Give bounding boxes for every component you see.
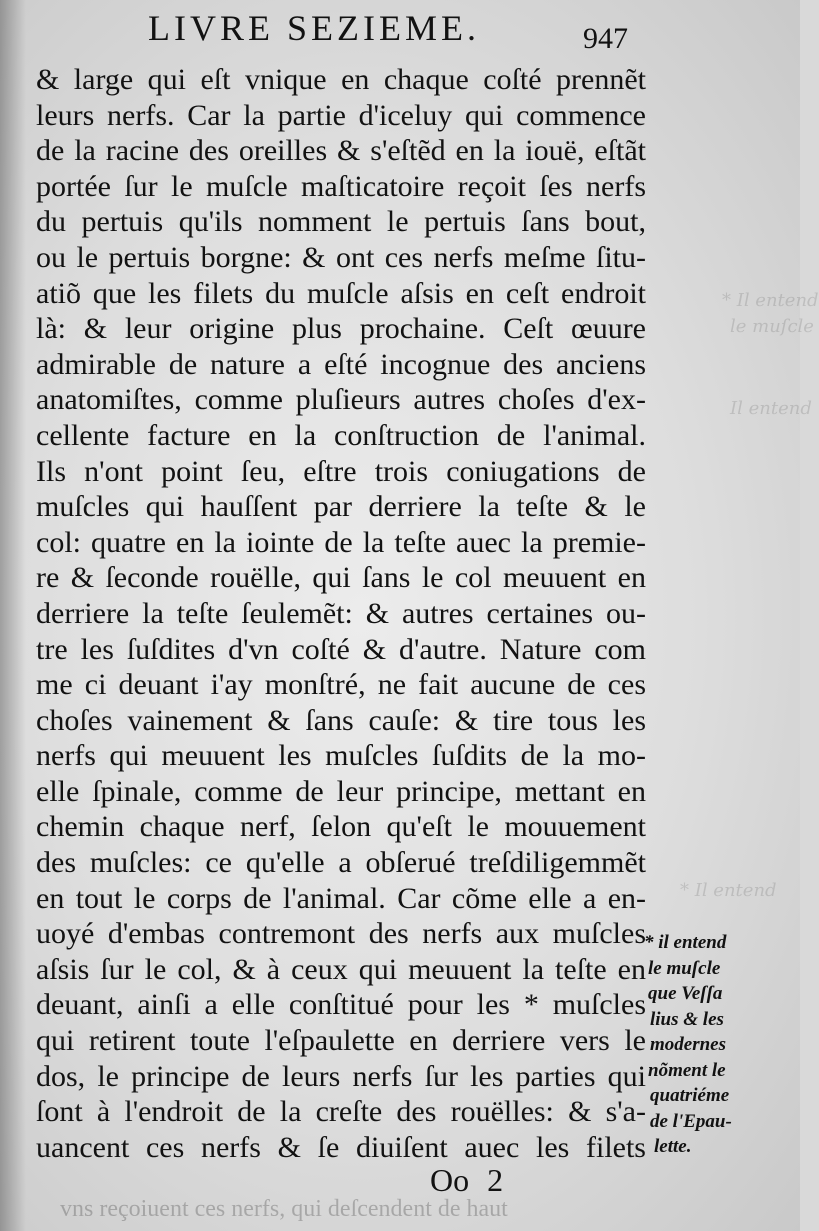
main-text-block — [36, 62, 646, 1165]
text-line: en tout le corps de l'animal. Car cõme elle a en- — [36, 881, 646, 915]
text-line: cellente facture en la conſtruction de l'animal. — [36, 418, 646, 452]
text-line: chemin chaque nerf, ſelon qu'eſt le mouuement — [36, 810, 646, 844]
marginal-note-line: quatriéme — [650, 1085, 730, 1106]
text-line: portée ſur le muſcle maſticatoire reçoit ſes nerfs — [36, 169, 646, 203]
text-line: des muſcles: ce qu'elle a obſerué treſdiligemmẽt — [36, 846, 646, 880]
text-line: muſcles qui hauſſent par derriere la teſte & le — [36, 490, 646, 524]
text-line: du pertuis qu'ils nomment le pertuis ſans bout, — [36, 205, 646, 239]
gutter-shadow — [0, 0, 26, 1231]
marginal-note-line: de l'Epau- — [650, 1110, 732, 1132]
marginal-note — [644, 930, 794, 1160]
text-line: qui retirent toute l'eſpaulette en derriere vers le — [36, 1024, 646, 1058]
text-line: deuant, ainſi a elle conſtitué pour les * muſcles — [36, 988, 646, 1022]
text-line: admirable de nature a eſté incognue des anciens — [36, 347, 646, 381]
marginal-note-line: nõment le — [648, 1059, 726, 1081]
text-line: dos, le principe de leurs nerfs ſur les parties qui — [36, 1059, 646, 1093]
marginal-note-line: * il entend — [644, 932, 727, 953]
marginal-note-line: que Veſſa — [648, 983, 723, 1004]
text-line: atiõ que les filets du muſcle aſsis en ceſt endroit — [36, 276, 646, 310]
text-line: là: & leur origine plus prochaine. Ceſt œuure — [36, 312, 646, 346]
page-number: 947 — [583, 22, 628, 55]
text-line: & large qui eſt vnique en chaque coſté prennẽt — [36, 63, 646, 96]
bleed-through-mark: Il entend — [730, 398, 812, 419]
marginal-note-line: lius & les — [650, 1008, 724, 1030]
marginal-note-line: modernes — [650, 1034, 726, 1055]
text-line: leurs nerfs. Car la partie d'iceluy qui commence — [36, 98, 646, 132]
text-line: de la racine des oreilles & s'eſtẽd en la iouë, eſtãt — [36, 134, 646, 168]
text-line: elle ſpinale, comme de leur principe, mettant en — [36, 774, 646, 808]
marginal-note-line: lette. — [654, 1136, 692, 1157]
text-line: nerfs qui meuuent les muſcles ſuſdits de la mo- — [36, 739, 646, 773]
text-line: me ci deuant i'ay monſtré, ne fait aucune de ces — [36, 668, 646, 702]
text-line: uoyé d'embas contremont des nerfs aux muſcles — [36, 917, 646, 951]
bleed-through-mark: le muſcle — [730, 316, 814, 337]
bleed-through-mark: * Il entend — [722, 290, 819, 311]
text-line: aſsis ſur le col, & à ceux qui meuuent la teſte en — [36, 952, 646, 986]
running-head-title: LIVRE SEZIEME. — [148, 8, 480, 48]
text-line: ou le pertuis borgne: & ont ces nerfs meſme ſitu- — [36, 240, 646, 274]
marginal-note-line: le muſcle — [648, 957, 721, 979]
text-line: col: quatre en la iointe de la teſte auec la premie- — [36, 525, 646, 559]
bleed-through-bottom: vns reçoiuent ces nerfs, qui deſcendent de haut — [60, 1196, 508, 1222]
text-line: uancent ces nerfs & ſe diuiſent auec les filets — [36, 1130, 646, 1164]
text-line: re & ſeconde rouëlle, qui ſans le col meuuent en — [36, 561, 646, 595]
text-line: anatomiſtes, comme pluſieurs autres choſes d'ex- — [36, 383, 646, 417]
text-line: Ils n'ont point ſeu, eſtre trois coniugations de — [36, 454, 646, 488]
bleed-through-mark: * Il entend — [680, 880, 777, 901]
text-line: tre les ſuſdites d'vn coſté & d'autre. Nature com — [36, 632, 646, 666]
text-line: choſes vainement & ſans cauſe: & tire tous les — [36, 703, 646, 737]
text-line: ſont à l'endroit de la creſte des rouëlles: & s'a- — [36, 1095, 646, 1129]
signature-mark: Oo 2 — [430, 1162, 504, 1198]
text-line: derriere la teſte ſeulemẽt: & autres certaines ou- — [36, 596, 646, 630]
